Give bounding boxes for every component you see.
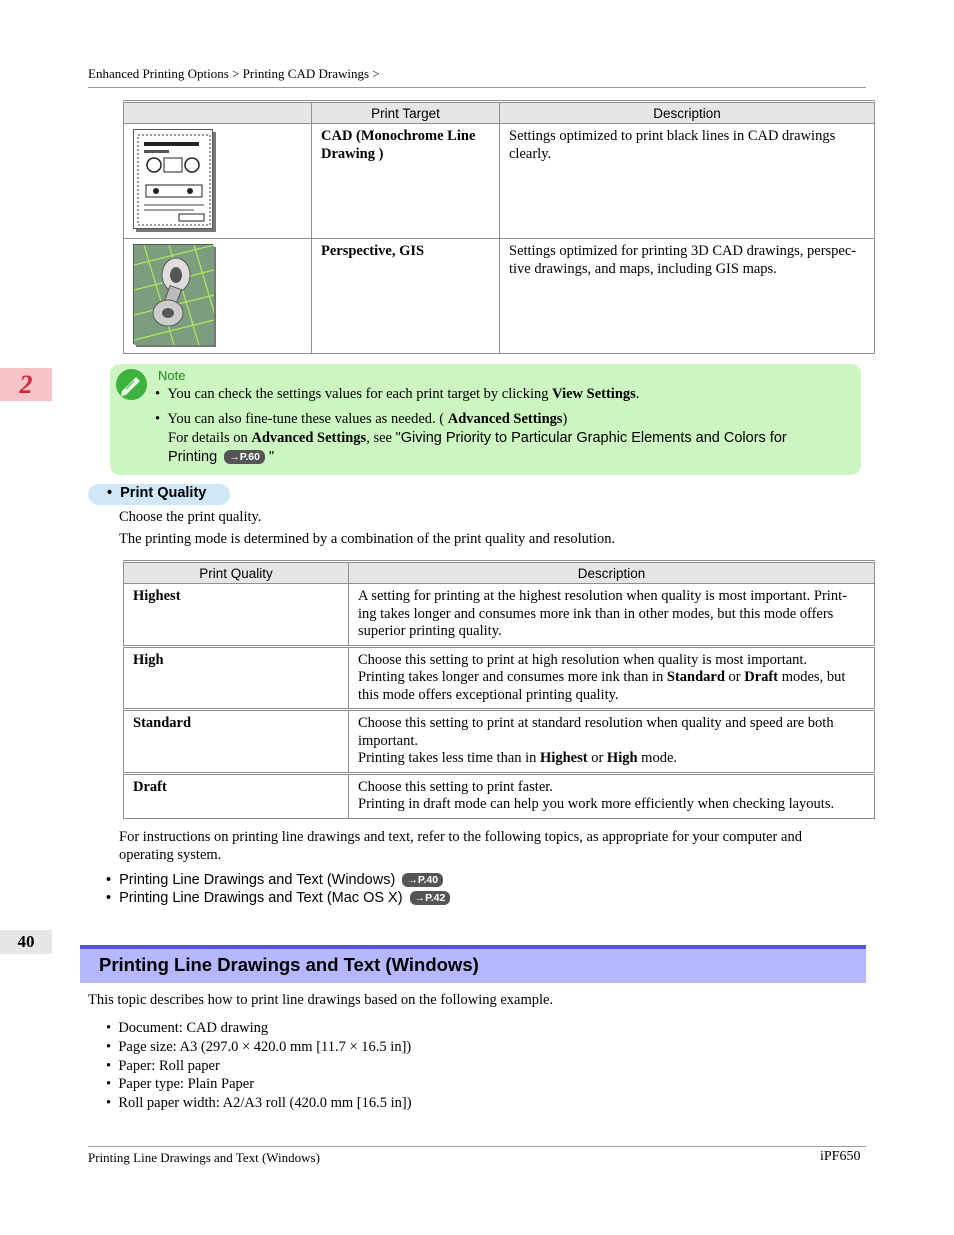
page-ref-badge[interactable]: →P.42 (410, 891, 451, 905)
quality-description (349, 773, 875, 818)
print-quality-title: Print Quality (120, 485, 207, 501)
table-row (124, 239, 875, 354)
description-line: Printing takes less time than in Highest or High mode. (358, 750, 678, 766)
description-line: Choose this setting to print faster. (358, 778, 553, 795)
link-windows[interactable]: Printing Line Drawings and Text (Windows) (119, 872, 396, 888)
table-row (124, 646, 875, 710)
list-item: • Page size: A3 (297.0 × 420.0 mm [11.7 × 16.5 in]) (106, 1038, 412, 1055)
table-header-print-target: Print Target (312, 102, 500, 124)
list-item: • Document: CAD drawing (106, 1020, 269, 1036)
table-header-print-quality: Print Quality (124, 562, 349, 584)
quality-name: Standard (124, 710, 349, 774)
description-line: important. (358, 732, 419, 749)
note-details-line (168, 429, 787, 448)
print-quality-desc: The printing mode is determined by a combination of the print quality and resolution. (119, 531, 616, 547)
description-line: Choose this setting to print at high resolution when quality is most important. (358, 651, 808, 668)
table-row (124, 710, 875, 774)
page-ref-badge[interactable]: →P.60 (224, 450, 265, 464)
instructions-line-2: operating system. (119, 847, 222, 863)
description-line: this mode offers exceptional printing quality. (358, 686, 619, 703)
table-header-blank (124, 102, 312, 124)
perspective-gis-thumbnail (133, 244, 213, 344)
note-link[interactable]: "Giving Priority to Particular Graphic Elements and Colors for (395, 430, 787, 446)
link-item: • Printing Line Drawings and Text (Mac OS X) →P.42 (106, 890, 450, 906)
footer-section-name: Printing Line Drawings and Text (Windows) (88, 1150, 320, 1165)
note-text: , see (366, 430, 396, 446)
advanced-settings-label: Advanced Settings (251, 430, 367, 446)
section-intro: This topic describes how to print line drawings based on the following example. (88, 992, 554, 1008)
breadcrumb: Enhanced Printing Options > Printing CAD Drawings > (88, 66, 380, 81)
print-quality-table (123, 560, 875, 819)
target-name: CAD (Monochrome Line Drawing ) (312, 124, 500, 239)
page-ref-badge[interactable]: →P.40 (402, 873, 443, 887)
print-quality-heading: • Print Quality (107, 485, 207, 501)
description-line: Printing takes longer and consumes more ink than in Standard or Draft modes, but (358, 669, 846, 685)
list-item: • Roll paper width: A2/A3 roll (420.0 mm [16.5 in]) (106, 1095, 412, 1112)
quality-name: Draft (124, 773, 349, 818)
view-settings-label: View Settings (552, 386, 636, 402)
print-quality-intro: Choose the print quality. (119, 509, 262, 525)
note-link[interactable]: Printing (168, 449, 218, 465)
target-description: Settings optimized to print black lines in CAD drawings clearly. (500, 124, 875, 239)
note-text: For details on (168, 430, 252, 446)
footer-rule (88, 1146, 866, 1147)
table-row (124, 773, 875, 818)
note-text: " (264, 449, 275, 465)
target-name: Perspective, GIS (312, 239, 500, 354)
footer-model-name: iPF650 (820, 1149, 861, 1164)
note-text: You can check the settings values for each print target by clicking (167, 386, 553, 402)
quality-description (349, 584, 875, 647)
description-line: Choose this setting to print at standard resolution when quality and speed are both (358, 715, 834, 731)
target-description: Settings optimized for printing 3D CAD drawings, perspec-tive drawings, and maps, including GIS maps. (500, 239, 875, 354)
description-line: Printing in draft mode can help you work more efficiently when checking layouts. (358, 796, 835, 812)
description-line: superior printing quality. (358, 623, 502, 639)
link-mac[interactable]: Printing Line Drawings and Text (Mac OS X) (119, 890, 403, 906)
chapter-tab[interactable]: 2 (0, 368, 52, 401)
list-item: • Paper: Roll paper (106, 1057, 220, 1074)
note-text: . (635, 386, 640, 402)
example-list (106, 1019, 412, 1113)
quality-name: High (124, 646, 349, 710)
table-header-description: Description (500, 102, 875, 124)
note-text: ) (562, 411, 568, 427)
table-row (124, 584, 875, 647)
table-row (124, 124, 875, 239)
quality-description (349, 646, 875, 710)
instructions-line-1: For instructions on printing line drawings and text, refer to the following topics, as appropriate for your computer and (119, 829, 802, 845)
print-target-table (123, 100, 875, 354)
link-item: • Printing Line Drawings and Text (Windows) →P.40 (106, 872, 443, 888)
advanced-settings-label: Advanced Settings (447, 411, 563, 427)
note-label: Note (158, 368, 186, 383)
pencil-icon (116, 369, 147, 400)
section-title: Printing Line Drawings and Text (Windows) (99, 954, 479, 975)
cad-monochrome-thumbnail (133, 129, 213, 229)
description-line: ing takes longer and consumes more ink than in other modes, but this mode offers (358, 605, 834, 622)
note-bullet-1: • You can check the settings values for each print target by clicking View Settings. (155, 386, 640, 402)
table-header-description: Description (349, 562, 875, 584)
description-line: A setting for printing at the highest resolution when quality is most important. Print- (358, 588, 847, 604)
page-number: 40 (0, 930, 52, 954)
thumbnail-cell (124, 239, 312, 354)
thumbnail-cell (124, 124, 312, 239)
note-details-line-2 (168, 448, 274, 467)
header-rule (88, 87, 866, 88)
quality-description (349, 710, 875, 774)
list-item: • Paper type: Plain Paper (106, 1076, 255, 1093)
quality-name: Highest (124, 584, 349, 647)
note-text: You can also fine-tune these values as needed. ( (167, 411, 448, 427)
note-bullet-2: • You can also fine-tune these values as needed. ( Advanced Settings) (155, 411, 568, 427)
